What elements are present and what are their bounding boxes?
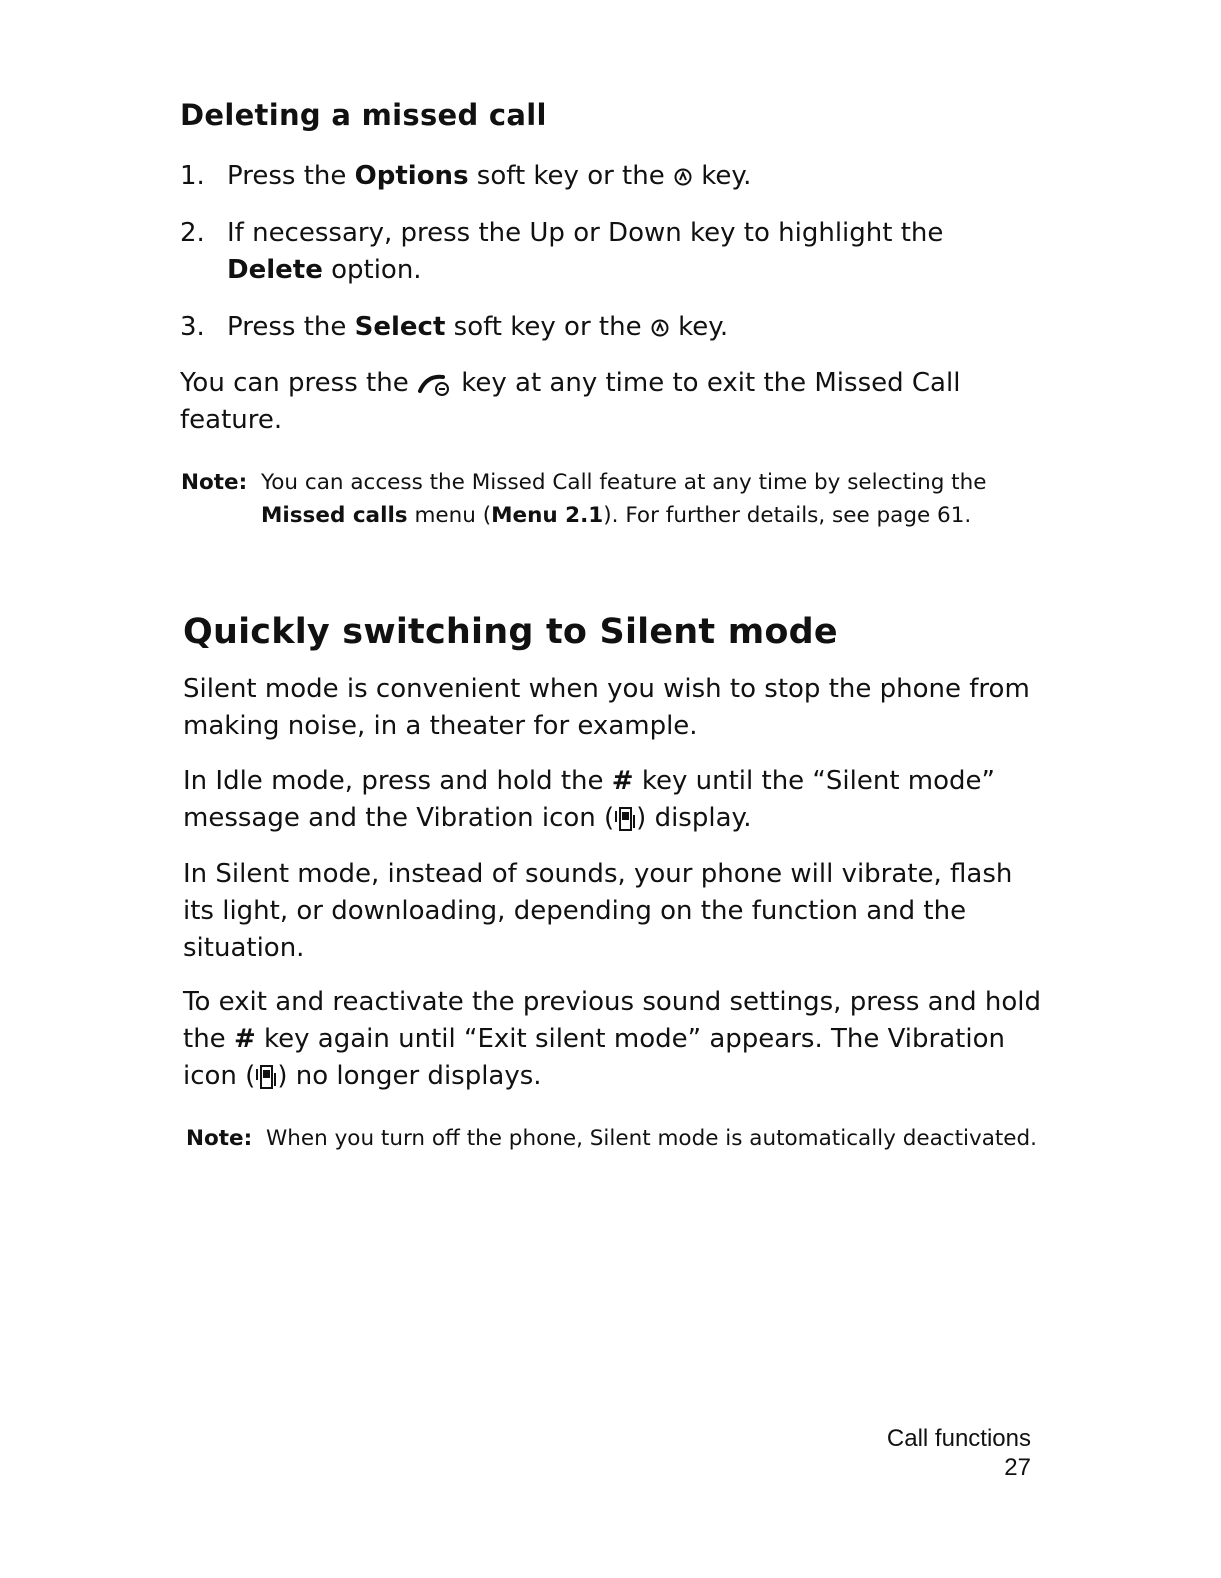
steps-list: [180, 158, 1030, 366]
silent-mode-activate: In Idle mode, press and hold the # key until the “Silent mode” message and the Vibration icon ( ) display.: [183, 766, 995, 833]
step-number: 1.: [180, 161, 205, 191]
hash-key: #: [233, 1024, 256, 1054]
step-1: 1. Press the Options soft key or the key.: [180, 158, 1030, 195]
silent-mode-intro: Silent mode is convenient when you wish to stop the phone from making noise, in a theater for example.: [183, 674, 1030, 741]
page-number: 27: [1004, 1454, 1031, 1481]
step-number: 2.: [180, 218, 205, 248]
exit-instruction: You can press the key at any time to exit the Missed Call feature.: [180, 368, 961, 435]
ok-key-icon: [650, 318, 670, 338]
note-silent-mode: Note: When you turn off the phone, Silent mode is automatically deactivated.: [186, 1122, 1046, 1155]
note-label: Note:: [186, 1126, 253, 1151]
note-label: Note:: [181, 470, 248, 495]
vibration-icon: [255, 1062, 277, 1092]
ok-key-icon: [673, 167, 693, 187]
section-heading-deleting-missed-call: Deleting a missed call: [180, 98, 547, 132]
section-heading-silent-mode: Quickly switching to Silent mode: [183, 612, 838, 652]
silent-mode-behavior: In Silent mode, instead of sounds, your phone will vibrate, flash its light, or downloading, depending on the function and the situation.: [183, 859, 1013, 963]
hash-key: #: [611, 766, 634, 796]
chapter-title: Call functions: [886, 1425, 1031, 1452]
step-number: 3.: [180, 312, 205, 342]
vibration-icon: [614, 804, 636, 834]
step-3: 3. Press the Select soft key or the key.: [180, 309, 1030, 346]
step-2: 2. If necessary, press the Up or Down key to highlight the Delete option.: [180, 215, 1030, 289]
note-missed-calls: Note: You can access the Missed Call feature at any time by selecting the Missed calls menu (Menu 2.1). For further details, see page 61.: [181, 466, 1041, 532]
page-footer: [887, 1424, 1031, 1482]
end-call-key-icon: [417, 371, 453, 397]
silent-mode-exit: To exit and reactivate the previous sound settings, press and hold the # key again until “Exit silent mode” appears. The Vibration icon ( ) no longer displays.: [183, 987, 1041, 1091]
